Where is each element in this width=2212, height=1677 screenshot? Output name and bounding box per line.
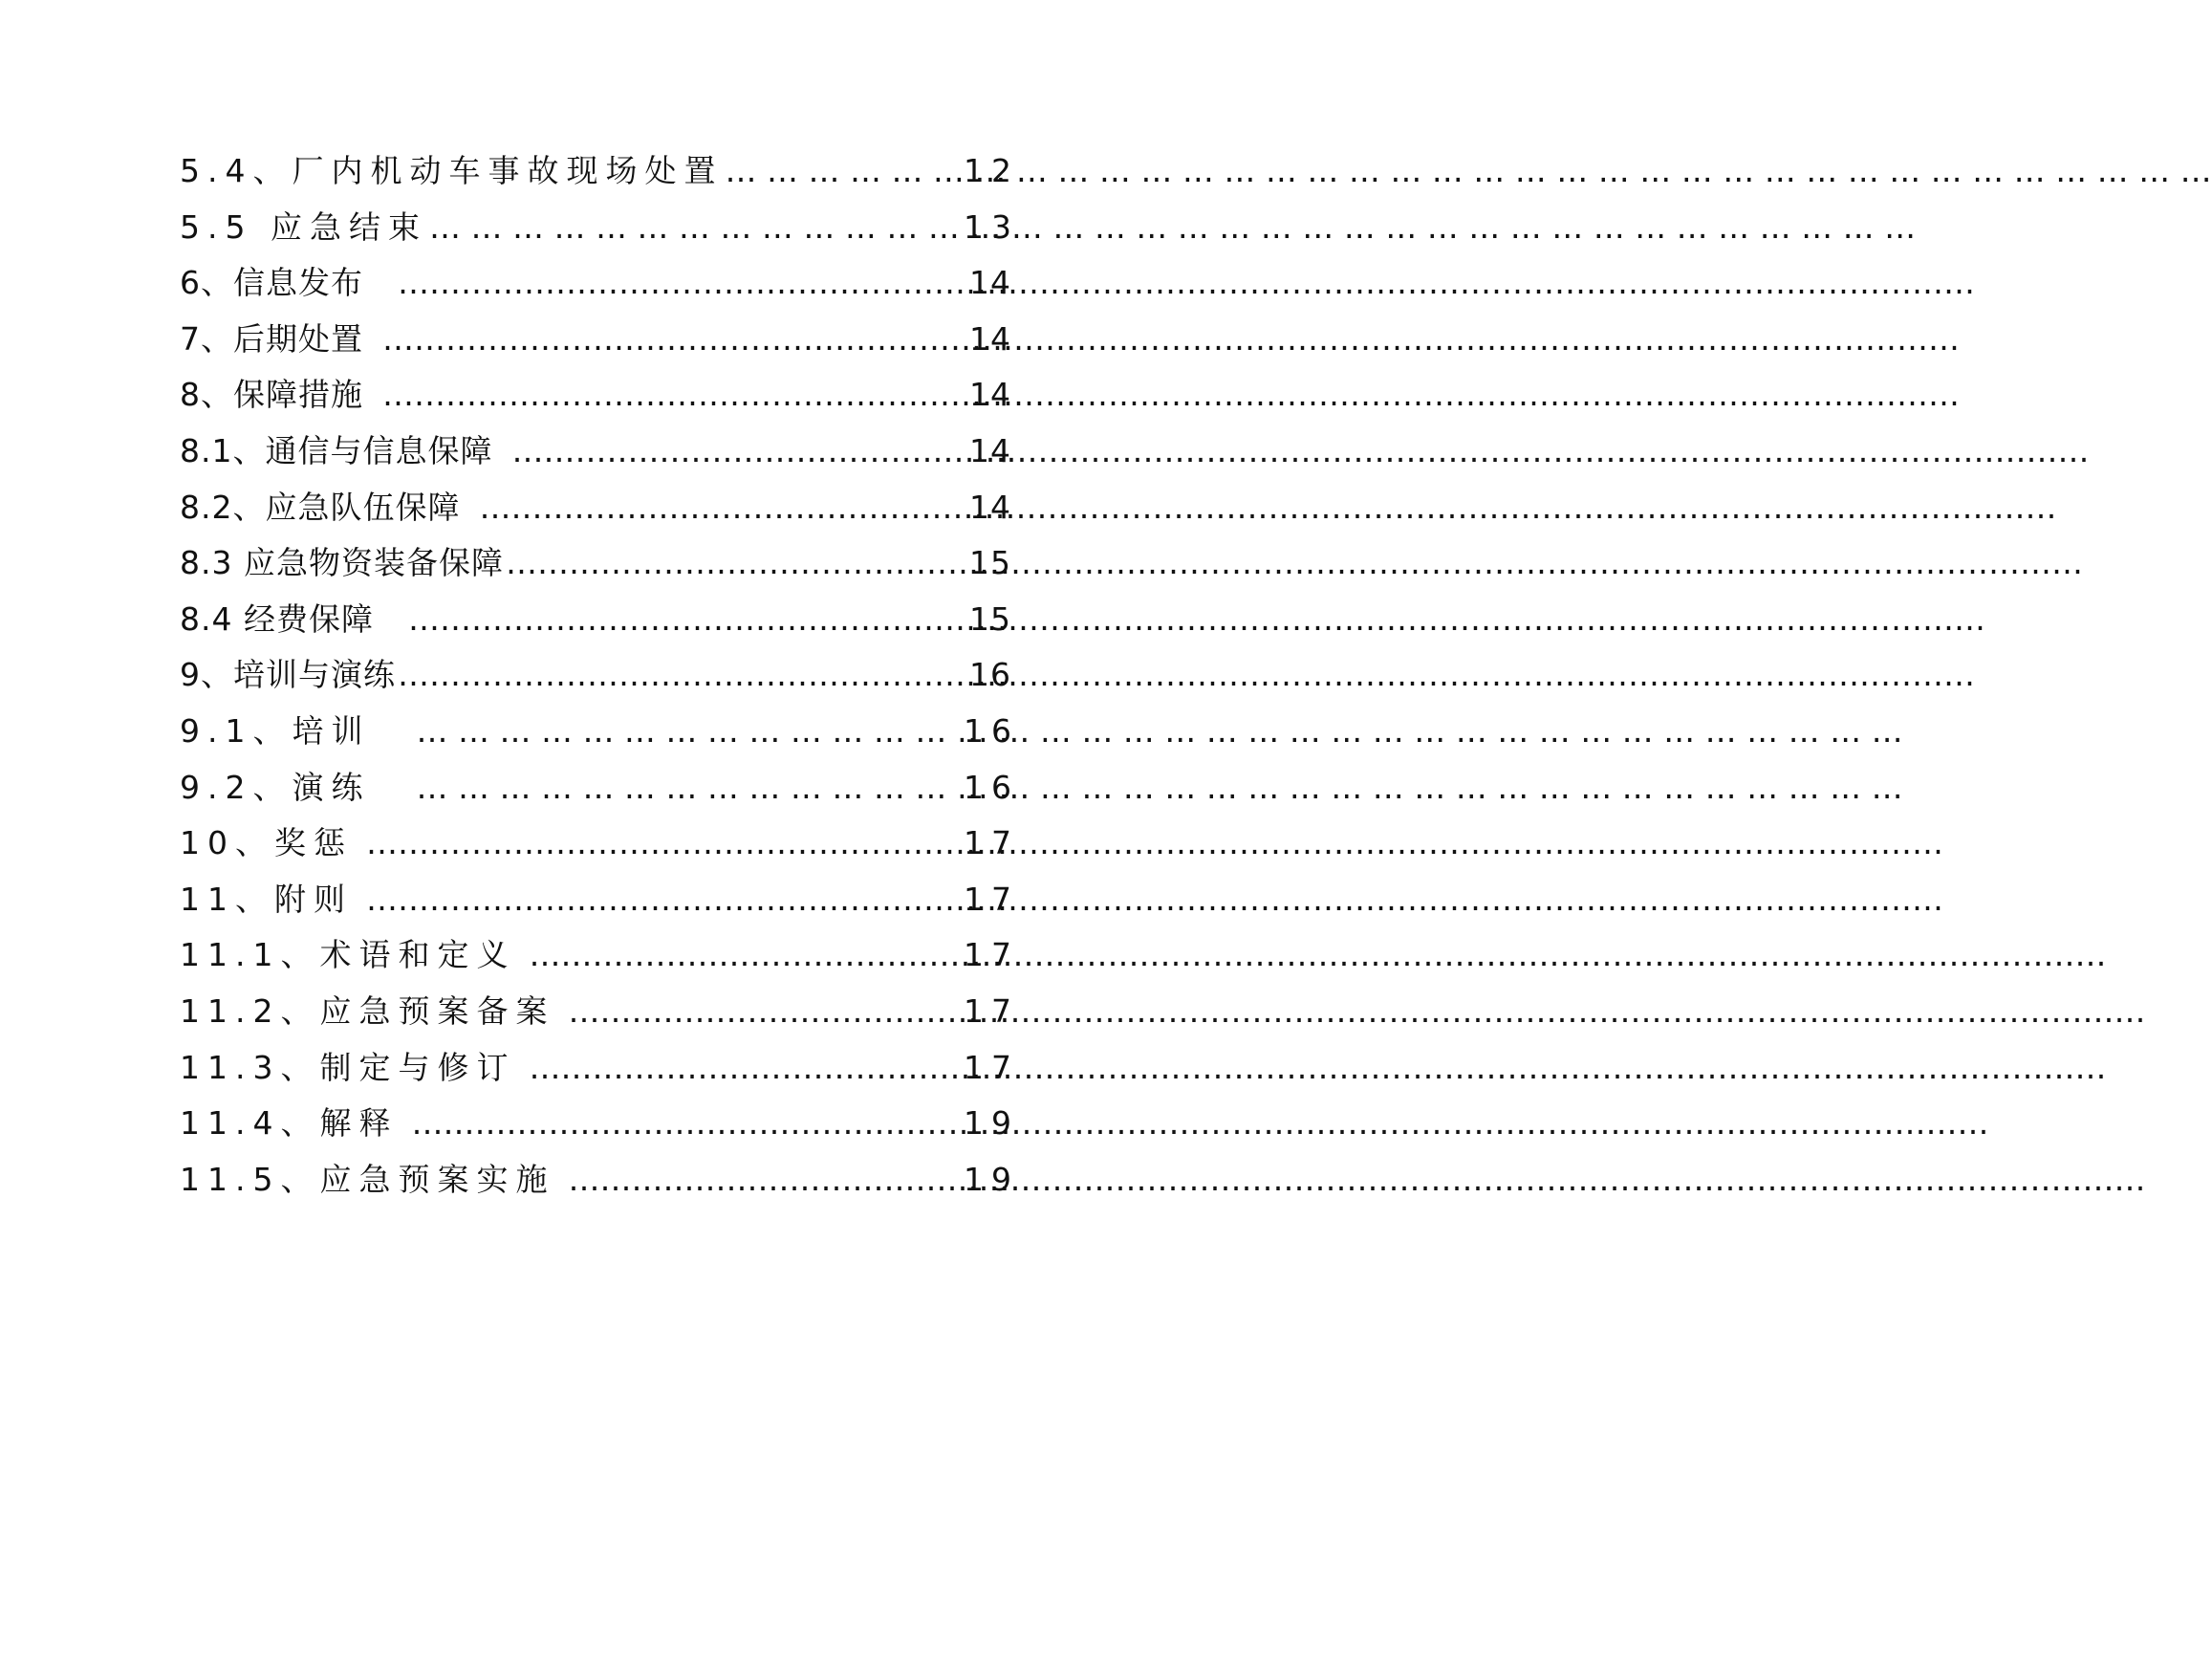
toc-dot-leader (568, 1152, 962, 1209)
table-of-contents (180, 143, 1019, 1208)
toc-entry-title: 6、信息发布 (180, 264, 363, 302)
toc-dot-leader (429, 200, 962, 256)
toc-entry-page: 16 (964, 768, 1019, 806)
toc-dot-leader (382, 312, 967, 368)
toc-dot-leader (398, 647, 967, 704)
toc-entry-page: 14 (969, 264, 1011, 302)
toc-dot-leader (416, 760, 962, 817)
toc-dot-leader (529, 1040, 962, 1097)
toc-entry-title: 11.1、术语和定义 (180, 936, 516, 974)
toc-entry[interactable] (180, 647, 1011, 704)
toc-entry-title: 8.4 经费保障 (180, 599, 374, 638)
toc-entry-title: 11.4、解释 (180, 1104, 399, 1143)
toc-entry-page: 19 (964, 1104, 1019, 1143)
toc-dot-leader (416, 704, 962, 760)
toc-entry[interactable] (180, 816, 1019, 872)
toc-entry-title: 11、附则 (180, 880, 353, 918)
toc-entry[interactable] (180, 760, 1019, 817)
toc-entry-title: 8.2、应急队伍保障 (180, 488, 461, 526)
toc-entry-title: 8、保障措施 (180, 376, 363, 414)
toc-entry[interactable] (180, 312, 1011, 368)
toc-dot-leader (366, 816, 962, 872)
toc-entry[interactable] (180, 984, 1019, 1040)
toc-entry[interactable] (180, 1040, 1019, 1097)
toc-entry-page: 17 (964, 824, 1019, 862)
toc-entry[interactable] (180, 1096, 1019, 1152)
toc-dot-leader (382, 367, 967, 424)
toc-entry-title: 5.5 应急结束 (180, 207, 427, 246)
toc-entry[interactable] (180, 872, 1019, 928)
toc-entry-page: 17 (964, 880, 1019, 918)
toc-entry-page: 12 (964, 152, 1019, 189)
toc-entry-title: 11.3、制定与修订 (180, 1048, 516, 1086)
toc-dot-leader (529, 927, 962, 984)
toc-entry-page: 15 (969, 544, 1011, 582)
toc-entry-title: 10、奖惩 (180, 824, 353, 862)
toc-entry-title: 11.5、应急预案实施 (180, 1160, 555, 1198)
toc-entry-title: 9、培训与演练 (180, 656, 396, 694)
toc-entry-page: 14 (969, 319, 1011, 358)
toc-dot-leader (506, 535, 967, 592)
toc-entry[interactable] (180, 592, 1011, 648)
toc-entry-page: 14 (969, 488, 1011, 526)
toc-entry[interactable] (180, 255, 1011, 312)
toc-entry-title: 9.1、培训 (180, 711, 371, 750)
toc-entry-page: 14 (969, 376, 1011, 414)
toc-entry[interactable] (180, 367, 1011, 424)
toc-entry[interactable] (180, 480, 1011, 536)
toc-entry-title: 11.2、应急预案备案 (180, 991, 555, 1030)
toc-entry-title: 8.3 应急物资装备保障 (180, 544, 504, 582)
toc-entry-title: 9.2、演练 (180, 768, 371, 806)
toc-entry-page: 16 (964, 711, 1019, 750)
toc-dot-leader (725, 143, 962, 200)
toc-entry[interactable] (180, 1152, 1019, 1209)
toc-dot-leader (398, 255, 967, 312)
toc-dot-leader (366, 872, 962, 928)
toc-dot-leader (511, 424, 967, 480)
toc-entry-page: 17 (964, 1048, 1019, 1086)
toc-entry[interactable] (180, 200, 1019, 256)
toc-entry[interactable] (180, 424, 1011, 480)
toc-entry-page: 14 (969, 431, 1011, 469)
toc-dot-leader (568, 984, 962, 1040)
toc-entry-page: 15 (969, 599, 1011, 638)
toc-dot-leader (411, 1096, 962, 1152)
toc-entry[interactable] (180, 143, 1019, 200)
toc-entry-title: 7、后期处置 (180, 319, 363, 358)
toc-entry-page: 19 (964, 1160, 1019, 1198)
toc-entry[interactable] (180, 535, 1011, 592)
toc-entry-title: 8.1、通信与信息保障 (180, 431, 493, 469)
toc-entry-title: 5.4、厂内机动车事故现场处置 (180, 152, 724, 189)
toc-entry-page: 17 (964, 936, 1019, 974)
toc-entry[interactable] (180, 927, 1019, 984)
toc-dot-leader (408, 592, 967, 648)
toc-dot-leader (479, 480, 967, 536)
toc-entry-page: 13 (964, 207, 1019, 246)
toc-entry-page: 17 (964, 991, 1019, 1030)
toc-entry-page: 16 (969, 656, 1011, 694)
toc-entry[interactable] (180, 704, 1019, 760)
